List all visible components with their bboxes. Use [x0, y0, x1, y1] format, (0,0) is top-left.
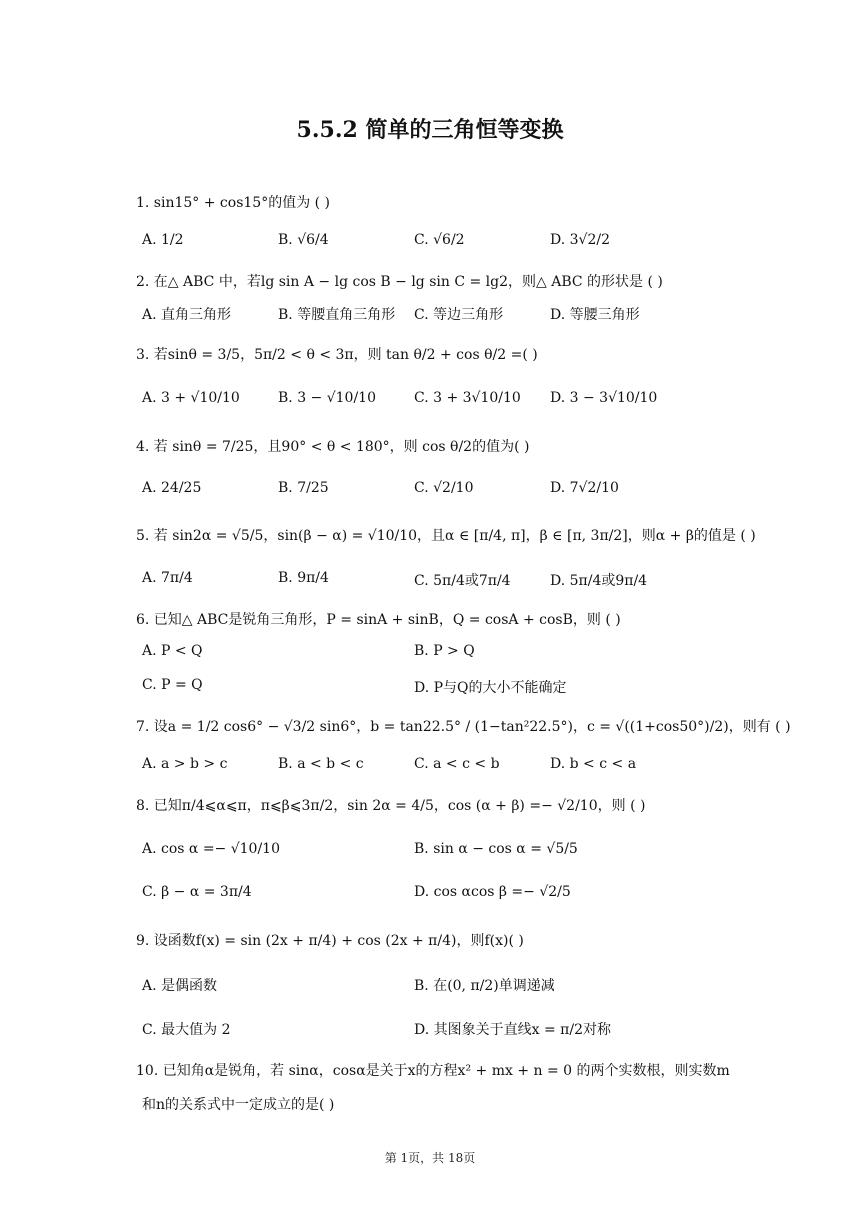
question-7-option-a: A. a > b > c [142, 756, 228, 772]
question-2-option-b: B. 等腰直角三角形 [278, 307, 396, 323]
question-5-option-d: D. 5π/4或9π/4 [550, 573, 648, 589]
question-4-option-d: D. 7√2/10 [550, 480, 619, 496]
question-2-option-a: A. 直角三角形 [142, 307, 232, 323]
page-footer: 第 1页，共 18页 [384, 1151, 476, 1165]
question-9-option-d: D. 其图象关于直线x = π/2对称 [414, 1022, 611, 1038]
question-4-option-a: A. 24/25 [142, 480, 202, 496]
question-4-option-b: B. 7/25 [278, 480, 329, 496]
question-7-option-c: C. a < c < b [414, 756, 500, 772]
question-10-stem-continued: 和n的关系式中一定成立的是( ) [142, 1097, 335, 1113]
question-6-stem: 6. 已知△ ABC是锐角三角形，P = sinA + sinB，Q = cosA + cosB，则 ( ) [136, 612, 621, 628]
question-9-option-a: A. 是偶函数 [142, 978, 218, 994]
question-6-option-d: D. P与Q的大小不能确定 [414, 680, 567, 696]
question-10-stem: 10. 已知角α是锐角，若 sinα，cosα是关于x的方程x² + mx + n = 0 的两个实数根，则实数m [136, 1063, 730, 1079]
question-7-stem: 7. 设a = 1/2 cos6° − √3/2 sin6°，b = tan22.5° / (1−tan²22.5°)，c = √((1+cos50°)/2)，则有 ( ) [136, 719, 791, 735]
question-1-option-c: C. √6/2 [414, 232, 465, 248]
question-6-option-b: B. P > Q [414, 643, 475, 659]
question-9-option-c: C. 最大值为 2 [142, 1022, 231, 1038]
question-1-option-d: D. 3√2/2 [550, 232, 610, 248]
question-7-option-b: B. a < b < c [278, 756, 364, 772]
question-8-option-a: A. cos α =− √10/10 [142, 841, 280, 857]
question-8-option-d: D. cos αcos β =− √2/5 [414, 884, 571, 900]
page-title: 5.5.2 简单的三角恒等变换 [296, 117, 564, 143]
question-8-stem: 8. 已知π/4⩽α⩽π，π⩽β⩽3π/2，sin 2α = 4/5，cos (α + β) =− √2/10，则 ( ) [136, 798, 646, 814]
question-9-option-b: B. 在(0, π/2)单调递减 [414, 978, 555, 994]
question-1-stem: 1. sin15° + cos15°的值为 ( ) [136, 195, 331, 211]
question-2-option-c: C. 等边三角形 [414, 307, 504, 323]
question-3-option-b: B. 3 − √10/10 [278, 390, 376, 406]
question-4-stem: 4. 若 sinθ = 7/25，且90° < θ < 180°，则 cos θ/2的值为( ) [136, 439, 530, 455]
question-5-option-c: C. 5π/4或7π/4 [414, 573, 511, 589]
question-4-option-c: C. √2/10 [414, 480, 474, 496]
question-3-option-a: A. 3 + √10/10 [142, 390, 240, 406]
question-1-option-b: B. √6/4 [278, 232, 329, 248]
question-5-option-b: B. 9π/4 [278, 570, 329, 586]
question-8-option-c: C. β − α = 3π/4 [142, 884, 252, 900]
question-6-option-c: C. P = Q [142, 677, 203, 693]
question-5-option-a: A. 7π/4 [142, 570, 193, 586]
question-7-option-d: D. b < c < a [550, 756, 637, 772]
question-3-option-c: C. 3 + 3√10/10 [414, 390, 521, 406]
question-3-option-d: D. 3 − 3√10/10 [550, 390, 658, 406]
question-8-option-b: B. sin α − cos α = √5/5 [414, 841, 578, 857]
question-2-stem: 2. 在△ ABC 中，若lg sin A − lg cos B − lg sin C = lg2，则△ ABC 的形状是 ( ) [136, 274, 663, 290]
question-2-option-d: D. 等腰三角形 [550, 307, 640, 323]
question-9-stem: 9. 设函数f(x) = sin (2x + π/4) + cos (2x + π/4)，则f(x)( ) [136, 933, 524, 949]
question-5-stem: 5. 若 sin2α = √5/5，sin(β − α) = √10/10，且α ∈ [π/4, π]，β ∈ [π, 3π/2]，则α + β的值是 ( ) [136, 528, 756, 544]
question-1-option-a: A. 1/2 [142, 232, 184, 248]
question-6-option-a: A. P < Q [142, 643, 203, 659]
question-3-stem: 3. 若sinθ = 3/5，5π/2 < θ < 3π，则 tan θ/2 + cos θ/2 =( ) [136, 347, 538, 363]
